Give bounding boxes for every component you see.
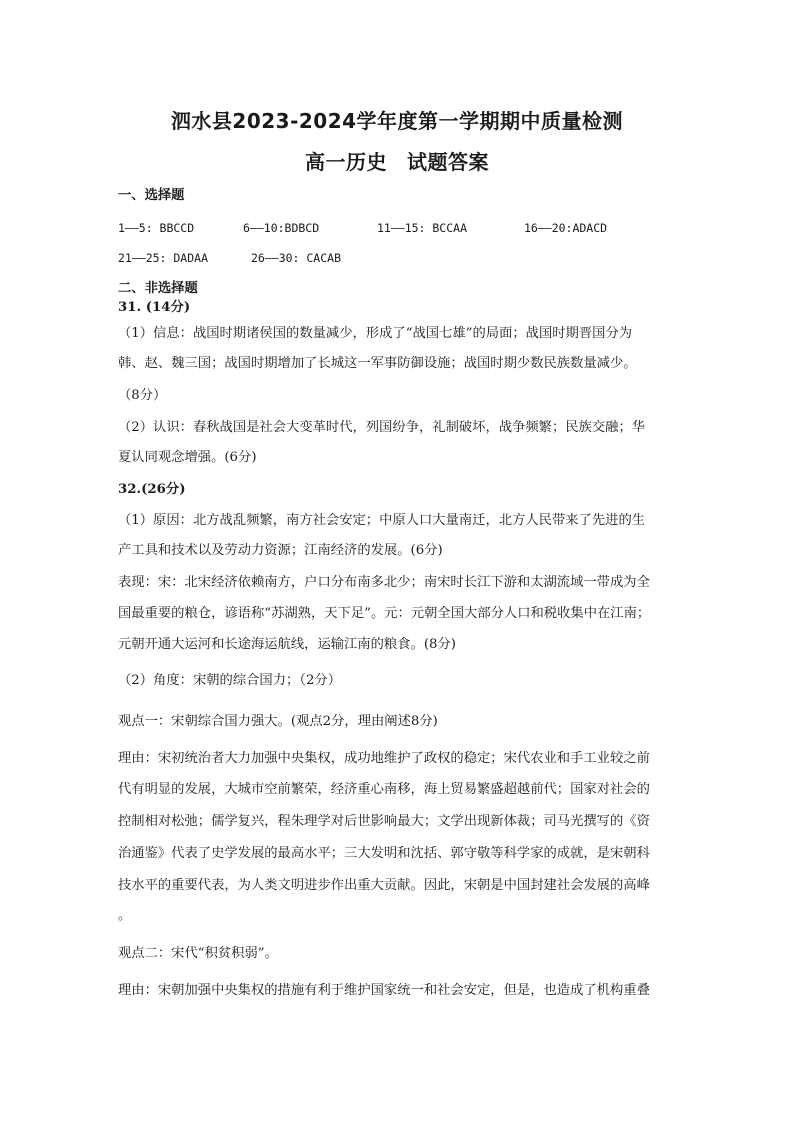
- section-heading-choice: 一、选择题: [118, 188, 185, 203]
- answer-line: （8分）: [118, 388, 167, 403]
- answer-line: 产工具和技术以及劳动力资源；江南经济的发展。(6分): [118, 543, 443, 558]
- subtitle-type: 试题答案: [407, 150, 489, 174]
- choice-answer-group: 6——10:BDBCD: [243, 221, 320, 235]
- choice-answer-group: 11——15: BCCAA: [377, 221, 468, 235]
- answer-line: 国最重要的粮仓，谚语称“苏湖熟，天下足”。元：元朝全国大部分人口和税收集中在江南；: [118, 606, 651, 621]
- document-title: 泗水县2023-2024学年度第一学期期中质量检测: [170, 109, 624, 133]
- choice-answer-group: 26——30: CACAB: [251, 251, 342, 265]
- answer-line: 技水平的重要代表，为人类文明进步作出重大贡献。因此，宋朝是中国封建社会发展的高峰: [118, 878, 650, 893]
- answer-line: （2）认识：春秋战国是社会大变革时代，列国纷争，礼制破坏，战争频繁；民族交融；华: [118, 420, 646, 435]
- section-heading-non-choice: 二、非选择题: [118, 281, 198, 296]
- question-32-label: 32.(26分): [118, 482, 186, 497]
- answer-line: 元朝开通大运河和长途海运航线，运输江南的粮食。(8分): [118, 637, 456, 652]
- answer-line: （2）角度：宋朝的综合国力；（2分）: [118, 673, 342, 688]
- answer-line: 。: [118, 908, 132, 923]
- choice-answer-group: 16——20:ADACD: [524, 221, 608, 235]
- answer-line: 理由：宋初统治者大力加强中央集权，成功地维护了政权的稳定；宋代农业和手工业较之前: [118, 751, 650, 766]
- answer-line: 表现：宋：北宋经济依赖南方，户口分布南多北少；南宋时长江下游和太湖流域一带成为全: [118, 575, 650, 590]
- answer-line: 观点二：宋代“积贫积弱”。: [118, 946, 278, 961]
- answer-line: （1）原因：北方战乱频繁，南方社会安定；中原人口大量南迁，北方人民带来了先进的生: [118, 513, 646, 528]
- choice-answer-group: 21——25: DADAA: [118, 251, 209, 265]
- choice-answers-row-2: [118, 248, 678, 268]
- choice-answer-group: 1——5: BBCCD: [118, 221, 195, 235]
- answer-line: 夏认同观念增强。(6分): [118, 450, 257, 465]
- answer-line: 控制相对松弛；儒学复兴，程朱理学对后世影响最大；文学出现新体裁；司马光撰写的《资: [118, 814, 650, 829]
- choice-answers-row-1: [118, 218, 678, 238]
- answer-line: 治通鉴》代表了史学发展的最高水平；三大发明和沈括、郭守敬等科学家的成就，是宋朝科: [118, 846, 650, 861]
- answer-line: 观点一：宋朝综合国力强大。(观点2分，理由阐述8分): [118, 714, 438, 729]
- question-31-label: 31. (14分): [118, 300, 191, 315]
- subtitle-subject: 高一历史: [305, 150, 387, 174]
- answer-line: 代有明显的发展，大城市空前繁荣，经济重心南移，海上贸易繁盛超越前代；国家对社会的: [118, 782, 650, 797]
- document-subtitle: [0, 146, 794, 175]
- answer-line: 理由：宋朝加强中央集权的措施有利于维护国家统一和社会安定，但是，也造成了机构重叠: [118, 983, 650, 998]
- answer-line: 韩、赵、魏三国；战国时期增加了长城这一军事防御设施；战国时期少数民族数量减少。: [118, 356, 637, 371]
- answer-line: （1）信息：战国时期诸侯国的数量减少，形成了“战国七雄”的局面；战国时期晋国分为: [118, 326, 633, 341]
